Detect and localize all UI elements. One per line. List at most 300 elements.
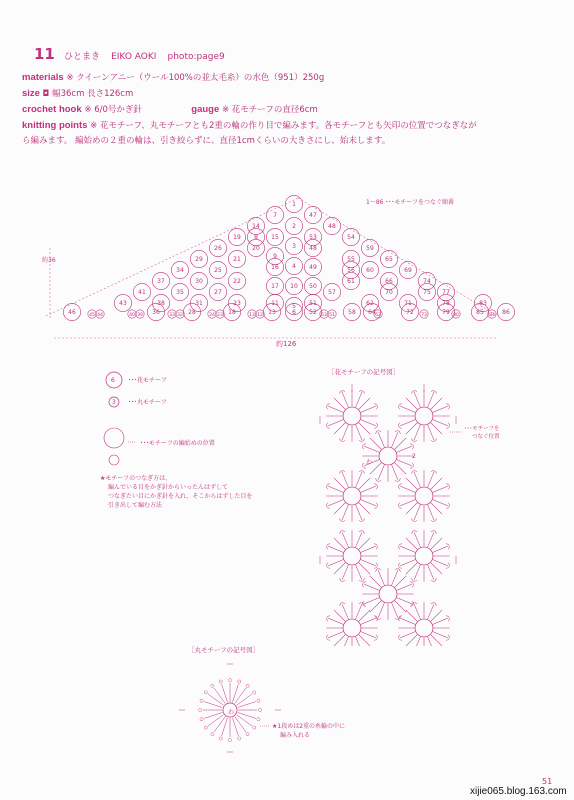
stitch-stroke — [414, 392, 420, 407]
round-motif-number: 53 — [321, 313, 327, 318]
flower-chart-title: ［花モチーフの記号図］ — [328, 368, 400, 376]
size-key: size — [22, 88, 40, 99]
motif-number: 31 — [195, 300, 203, 307]
motif-number: 10 — [290, 283, 298, 290]
stitch-stroke — [433, 632, 448, 638]
stitch-stroke — [433, 546, 448, 552]
motif-number: 1 — [292, 201, 296, 208]
chain-loop — [339, 470, 345, 474]
points-line: knitting points ※ 花モチーフ、丸モチーフとも2重の輪の作り目で編みます。各モチーフとも矢印の位置でつなぎなが — [22, 120, 477, 131]
round-note-2: 編み入れる — [280, 732, 311, 739]
flower-center-ring — [379, 585, 397, 603]
round-motif-number: 23 — [217, 313, 223, 318]
chain-stitch — [204, 691, 207, 694]
stitch-stroke — [334, 503, 345, 514]
motif-number: 23 — [233, 300, 241, 307]
chain-loop — [359, 390, 365, 394]
stitch-stroke — [361, 618, 376, 624]
chain-loop — [374, 423, 378, 429]
chain-loop — [395, 568, 401, 572]
chain-loop — [398, 423, 402, 429]
motif-number: 79 — [442, 309, 450, 316]
motif-number: 83 — [479, 300, 487, 307]
stitch-stroke — [392, 603, 398, 618]
chain-loop — [395, 478, 401, 482]
gauge-value: 花モチーフの直径6cm — [231, 105, 318, 115]
stitch-stroke — [400, 486, 415, 492]
flower-legend-label: ･･･花モチーフ — [128, 377, 167, 384]
stitch-stroke — [395, 438, 406, 449]
stitch-stroke — [364, 446, 379, 452]
page-header — [34, 44, 231, 63]
chain-loop — [446, 423, 450, 429]
chain-stitch — [228, 678, 231, 681]
motif-number: 6 — [292, 309, 296, 316]
motif-number: 3 — [292, 243, 296, 250]
stitch-stroke — [359, 423, 370, 434]
round-motif-number: 80 — [453, 313, 459, 318]
round-note-1: ★1段めは2重の糸輪の中に — [272, 723, 346, 730]
stitch-stroke — [400, 500, 415, 506]
stitch-stroke — [364, 598, 379, 604]
motif-number: 25 — [214, 267, 222, 274]
stitch-stroke — [334, 478, 345, 489]
motif-number: 13 — [268, 309, 276, 316]
motif-number: 26 — [214, 245, 222, 252]
hook-gauge-line: crochet hook ※ 6/0号かぎ針 gauge ※ 花モチーフの直径6cm — [22, 104, 318, 115]
chain-loop — [446, 503, 450, 509]
flower-center-ring — [343, 407, 361, 425]
stitch-stroke — [342, 604, 348, 619]
round-sample-number: 3 — [112, 399, 116, 406]
chain-loop — [411, 518, 417, 522]
stitch-stroke — [400, 560, 415, 566]
chain-loop — [375, 430, 381, 434]
pattern-title: ひとまき — [63, 52, 100, 62]
stitch-stroke — [356, 532, 362, 547]
chain-loop — [339, 518, 345, 522]
chain-loop — [411, 578, 417, 582]
chain-stitch — [253, 726, 256, 729]
motif-number: 7 — [273, 212, 277, 219]
stitch-stroke — [334, 563, 345, 574]
stitch-stroke — [406, 563, 417, 574]
chain-stitch — [246, 684, 249, 687]
size-line: size ◘ 幅36cm 長さ126cm — [22, 88, 134, 99]
width-label: 約126 — [276, 340, 297, 348]
round-chart-svg — [160, 644, 400, 754]
stitch-stroke — [359, 538, 370, 549]
chain-loop — [411, 438, 417, 442]
chain-stitch — [211, 733, 214, 736]
motif-number: 41 — [138, 289, 146, 296]
stitch-stroke — [370, 438, 381, 449]
start-sample-large — [104, 428, 124, 448]
flower-chart-svg — [300, 366, 520, 646]
points-value: 花モチーフ、丸モチーフとも2重の輪の作り目で編みます。各モチーフとも矢印の位置でつなぎなが — [99, 121, 477, 131]
chain-stitch — [257, 699, 260, 702]
motif-number: 62 — [366, 300, 374, 307]
motif-number: 11 — [271, 300, 279, 307]
points-key: knitting points — [22, 120, 88, 131]
stitch-stroke — [356, 392, 362, 407]
motif-number: 75 — [423, 289, 431, 296]
stitch-stroke — [359, 478, 370, 489]
motif-number: 54 — [347, 234, 355, 241]
motif-number: 28 — [188, 309, 196, 316]
stitch-stroke — [370, 601, 381, 612]
stitch-stroke — [359, 398, 370, 409]
stitch-stroke — [395, 576, 406, 587]
round-symbol-chart — [160, 644, 400, 758]
chain-loop — [326, 503, 330, 509]
flower-center-ring — [415, 407, 433, 425]
motif-number: 37 — [157, 278, 165, 285]
stitch-stroke — [397, 446, 412, 452]
stitch-stroke — [361, 420, 376, 426]
chain-loop — [398, 503, 402, 509]
stitch-stroke — [378, 603, 384, 618]
motif-number: 20 — [252, 245, 260, 252]
motif-number: 48 — [309, 245, 317, 252]
chain-loop — [411, 470, 417, 474]
motif-number: 55 — [347, 256, 355, 263]
motif-number: 29 — [195, 256, 203, 263]
stitch-stroke — [397, 460, 412, 466]
join-note-title: ★モチーフのつなぎ方は、 — [100, 475, 172, 482]
motif-number: 46 — [68, 309, 76, 316]
stitch-stroke — [361, 486, 376, 492]
chain-loop — [398, 543, 402, 549]
stitch-stroke — [328, 560, 343, 566]
motif-number: 9 — [273, 253, 277, 260]
stitch-stroke — [431, 398, 442, 409]
gauge-key: gauge — [191, 104, 220, 115]
stitch-stroke — [356, 565, 362, 580]
motif-number: 47 — [309, 212, 317, 219]
motif-number: 77 — [442, 289, 450, 296]
motif-number: 51 — [309, 300, 317, 307]
stitch-stroke — [342, 392, 348, 407]
chain-loop — [326, 563, 330, 569]
chain-stitch — [238, 680, 241, 683]
stitch-stroke — [414, 532, 420, 547]
stitch-stroke — [342, 425, 348, 440]
motif-number: 60 — [366, 267, 374, 274]
chain-stitch — [219, 680, 222, 683]
motif-number: 52 — [309, 309, 317, 316]
chain-loop — [359, 470, 365, 474]
author-name: EIKO AOKI — [111, 52, 157, 62]
stitch-stroke — [428, 604, 434, 619]
stitch-stroke — [392, 465, 398, 480]
chain-loop — [431, 470, 437, 474]
motif-number: 21 — [233, 256, 241, 263]
motif-number: 2 — [292, 223, 296, 230]
motif-number: 74 — [423, 278, 431, 285]
round-motif-number: 51 — [329, 313, 335, 318]
flower-center-ring — [379, 447, 397, 465]
stitch-stroke — [406, 538, 417, 549]
chain-loop — [431, 602, 437, 606]
chain-loop — [446, 543, 450, 549]
stitch-stroke — [431, 610, 442, 621]
stitch-stroke — [359, 503, 370, 514]
motif-number: 5 — [292, 303, 296, 310]
motif-layout-diagram — [36, 188, 546, 352]
round-motif-number: 84 — [489, 313, 495, 318]
chain-loop — [446, 403, 450, 409]
chain-loop — [398, 483, 402, 489]
stitch-stroke — [334, 398, 345, 409]
motif-number: 53 — [309, 234, 317, 241]
chain-loop — [374, 543, 378, 549]
motif-number: 30 — [195, 278, 203, 285]
start-sample-small — [109, 455, 119, 465]
stitch-stroke — [328, 632, 343, 638]
points-value-2: ら編みます。 編始めの２重の輪は、引き絞らずに、直径1cmくらいの大きさにし、始末します。 — [22, 136, 391, 146]
motif-number: 27 — [214, 289, 222, 296]
stitch-stroke — [356, 505, 362, 520]
join-position-label-2: つなぐ位置 — [472, 434, 500, 440]
chain-loop — [374, 403, 378, 409]
pattern-number: 11 — [34, 45, 55, 63]
stitch-stroke — [406, 478, 417, 489]
round-legend-label: ･･･丸モチーフ — [128, 399, 167, 406]
chain-loop — [375, 478, 381, 482]
motif-number: 17 — [271, 283, 279, 290]
chain-loop — [431, 578, 437, 582]
chain-loop — [431, 518, 437, 522]
motif-number: 15 — [271, 234, 279, 241]
motif-number: 36 — [152, 309, 160, 316]
round-motif-number: 45 — [89, 313, 95, 318]
chain-loop — [326, 635, 330, 641]
chain-loop — [374, 563, 378, 569]
motif-number: 19 — [233, 234, 241, 241]
stitch-stroke — [397, 598, 412, 604]
stitch-stroke — [406, 398, 417, 409]
stitch-stroke — [414, 637, 420, 646]
start-legend-label: ･･･モチーフの編始めの位置 — [140, 440, 215, 447]
chain-loop — [375, 568, 381, 572]
stitch-stroke — [400, 618, 415, 624]
hook-key: crochet hook — [22, 104, 82, 115]
round-motif-number: 24 — [209, 313, 215, 318]
motif-number: 58 — [348, 309, 356, 316]
motif-number: 70 — [385, 289, 393, 296]
chain-stitch — [258, 708, 261, 711]
motif-number: 48 — [328, 223, 336, 230]
stitch-stroke — [431, 538, 442, 549]
chain-loop — [339, 578, 345, 582]
stitch-stroke — [395, 463, 406, 474]
stitch-stroke — [414, 505, 420, 520]
chain-loop — [359, 578, 365, 582]
stitch-stroke — [356, 472, 362, 487]
stitch-stroke — [328, 420, 343, 426]
chain-stitch — [228, 738, 231, 741]
stitch-stroke — [428, 637, 434, 646]
stitch-stroke — [364, 584, 379, 590]
stitch-stroke — [406, 423, 417, 434]
round-motif-number: 63 — [375, 313, 381, 318]
chain-loop — [339, 438, 345, 442]
motif-number: 56 — [347, 267, 355, 274]
stitch-stroke — [378, 432, 384, 447]
chain-loop — [326, 483, 330, 489]
page-number: 51 — [542, 777, 553, 786]
stitch-stroke — [356, 425, 362, 440]
stitch-stroke — [414, 425, 420, 440]
flower-marker: 2 — [412, 453, 416, 460]
stitch-stroke — [406, 635, 417, 646]
stitch-stroke — [431, 423, 442, 434]
stitch-stroke — [334, 423, 345, 434]
hook-value: 6/0号かぎ針 — [94, 105, 142, 115]
stitch-stroke — [361, 500, 376, 506]
motif-number: 38 — [157, 300, 165, 307]
motif-number: 78 — [442, 300, 450, 307]
stitch-stroke — [342, 505, 348, 520]
chain-loop — [398, 563, 402, 569]
flower-center-ring — [415, 619, 433, 637]
stitch-stroke — [361, 632, 376, 638]
stitch-stroke — [428, 392, 434, 407]
stitch-stroke — [406, 503, 417, 514]
chain-loop — [398, 635, 402, 641]
chain-loop — [446, 483, 450, 489]
stitch-stroke — [328, 546, 343, 552]
motif-number: 14 — [252, 223, 260, 230]
round-motif-number: 73 — [421, 313, 427, 318]
stitch-stroke — [370, 576, 381, 587]
motif-number: 34 — [176, 267, 184, 274]
chain-loop — [374, 503, 378, 509]
chain-stitch — [200, 718, 203, 721]
chain-loop — [446, 615, 450, 621]
motif-number: 22 — [233, 278, 241, 285]
chain-loop — [339, 390, 345, 394]
round-motif-number: 40 — [129, 313, 135, 318]
stitch-stroke — [328, 618, 343, 624]
height-label: 約36 — [42, 257, 56, 264]
chain-stitch — [253, 691, 256, 694]
stitch-stroke — [433, 500, 448, 506]
chain-loop — [395, 430, 401, 434]
points-line-2 — [22, 134, 477, 149]
materials-block — [22, 70, 477, 149]
round-motif-number: 44 — [97, 313, 103, 318]
stitch-stroke — [328, 486, 343, 492]
stitch-stroke — [428, 532, 434, 547]
chain-loop — [431, 530, 437, 534]
round-chart-title: ［丸モチーフの記号図］ — [188, 646, 260, 654]
round-center-label: わ — [228, 709, 235, 716]
stitch-stroke — [400, 546, 415, 552]
chain-stitch — [219, 737, 222, 740]
join-note-line-3: 引き出して編む方法 — [108, 502, 163, 509]
chain-stitch — [198, 708, 201, 711]
flower-center-ring — [343, 487, 361, 505]
stitch-stroke — [397, 584, 412, 590]
stitch-stroke — [431, 635, 442, 646]
motif-number: 69 — [404, 267, 412, 274]
motif-number: 49 — [309, 264, 317, 271]
watermark: xijie065.blog.163.com — [470, 786, 567, 797]
stitch-stroke — [356, 604, 362, 619]
chain-loop — [362, 581, 366, 587]
chain-stitch — [204, 726, 207, 729]
stitch-stroke — [433, 420, 448, 426]
flower-center-ring — [415, 487, 433, 505]
stitch-stroke — [400, 632, 415, 638]
chain-loop — [398, 403, 402, 409]
flower-center-ring — [343, 547, 361, 565]
motif-number: 18 — [228, 309, 236, 316]
stitch-stroke — [334, 538, 345, 549]
stitch-stroke — [328, 500, 343, 506]
chain-loop — [411, 530, 417, 534]
stitch-stroke — [406, 610, 417, 621]
stitch-stroke — [359, 563, 370, 574]
motif-number: 35 — [176, 289, 184, 296]
chain-stitch — [238, 737, 241, 740]
legend-block — [100, 370, 300, 524]
motif-number: 72 — [406, 309, 414, 316]
flower-center-label: わ — [366, 459, 373, 466]
motif-number: 8 — [254, 234, 258, 241]
round-motif-number: 33 — [169, 313, 175, 318]
motif-number: 59 — [366, 245, 374, 252]
chain-loop — [410, 463, 414, 469]
stitch-stroke — [433, 486, 448, 492]
motif-number: 50 — [309, 283, 317, 290]
stitch-stroke — [433, 406, 448, 412]
stitch-stroke — [428, 565, 434, 580]
motif-number: 43 — [119, 300, 127, 307]
stitch-stroke — [431, 478, 442, 489]
stitch-stroke — [361, 546, 376, 552]
chain-loop — [326, 403, 330, 409]
motif-number: 16 — [271, 264, 279, 271]
chain-stitch — [211, 684, 214, 687]
materials-key: materials — [22, 72, 64, 83]
chain-stitch — [200, 699, 203, 702]
chain-loop — [374, 483, 378, 489]
chain-loop — [431, 438, 437, 442]
chain-loop — [374, 635, 378, 641]
stitch-stroke — [361, 406, 376, 412]
stitch-stroke — [431, 503, 442, 514]
photo-reference: photo:page9 — [167, 52, 225, 62]
stitch-stroke — [414, 604, 420, 619]
chain-loop — [359, 518, 365, 522]
chain-loop — [431, 390, 437, 394]
stitch-stroke — [378, 570, 384, 585]
chain-loop — [446, 635, 450, 641]
stitch-stroke — [342, 532, 348, 547]
stitch-stroke — [342, 565, 348, 580]
stitch-stroke — [378, 465, 384, 480]
stitch-stroke — [433, 618, 448, 624]
legend-svg — [100, 370, 300, 520]
motif-number: 61 — [347, 278, 355, 285]
size-value: 幅36cm 長さ126cm — [52, 89, 134, 99]
chain-loop — [411, 390, 417, 394]
round-motif-number: 12 — [257, 313, 263, 318]
motif-number: 65 — [385, 256, 393, 263]
